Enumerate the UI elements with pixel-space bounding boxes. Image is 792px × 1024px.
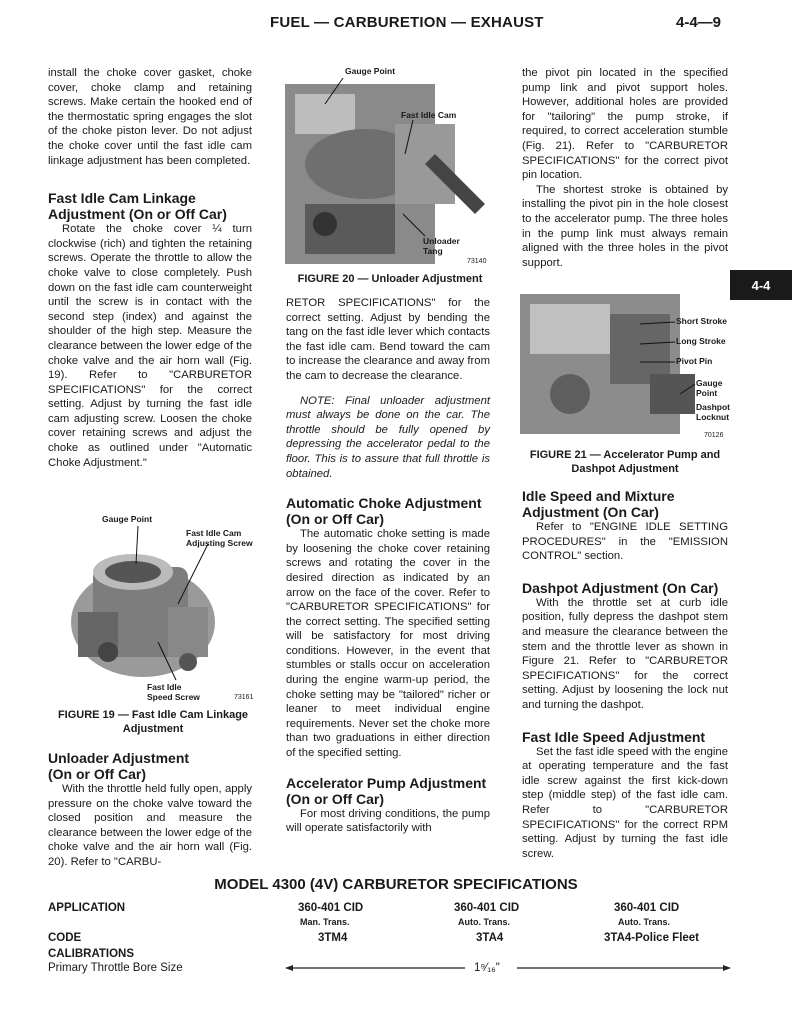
figure-19-image — [48, 512, 258, 702]
spec-col2-trans: Auto. Trans. — [458, 917, 511, 927]
spec-col3-trans: Auto. Trans. — [618, 917, 671, 927]
fig21-label-long-stroke: Long Stroke — [676, 336, 726, 346]
spec-application-label: APPLICATION — [48, 902, 126, 914]
spec-col3-code: 3TA4-Police Fleet — [604, 932, 700, 944]
col3-paragraph-4: With the throttle set at curb idle position, fully depress the dashpot stem and measure the clearance between the stem and the throttle lever as shown in Figure 21. Refer to "CARBURETOR SPECIFICATIONS" for the correct setting. Adjust by loosening the lock nut and turning the dashpot. — [522, 596, 728, 711]
fig20-label-tang: Tang — [423, 246, 443, 256]
col1-paragraph-3: With the throttle held fully open, apply pressure on the choke valve toward the closed position and measure the clearance between the lower edge of the choke valve and the air horn wall (Fig. 20). Refer to "CARBU- — [48, 783, 252, 868]
fig20-label-fast-idle-cam: Fast Idle Cam — [401, 110, 457, 120]
figure-19-caption: FIGURE 19 — Fast Idle Cam Linkage Adjustment — [57, 709, 249, 735]
fig20-label-unloader: Unloader — [423, 236, 460, 246]
heading-dashpot-adjustment: Dashpot Adjustment (On Car) — [522, 579, 719, 596]
fig19-label-adjusting-screw: Adjusting Screw — [186, 538, 253, 548]
carburetor-illustration-20 — [285, 64, 495, 268]
fig21-label-pivot-pin: Pivot Pin — [676, 356, 713, 366]
fig19-label-speed-screw: Speed Screw — [147, 692, 200, 702]
fig21-label-dashpot: Dashpot — [696, 402, 730, 412]
heading-fast-idle-cam-linkage: Fast Idle Cam Linkage Adjustment (On or Off Car) — [48, 190, 227, 223]
heading-idle-speed-mixture: Idle Speed and Mixture Adjustment (On Car) — [522, 488, 675, 520]
spec-col1-trans: Man. Trans. — [300, 917, 350, 927]
col2-paragraph-1: RETOR SPECIFICATIONS" for the correct setting. Adjust by bending the tang on the fast idle lever which contacts the fast idle cam. Bend toward the cam to increase the clearance and away from the cam to decrease the clearance. — [286, 297, 490, 382]
fig20-code: 73140 — [467, 258, 487, 265]
figure-21-caption: FIGURE 21 — Accelerator Pump and Dashpot Adjustment — [529, 449, 721, 475]
col2-paragraph-2: The automatic choke setting is made by loosening the choke cover retaining screws and rotating the cover in the desired direction as indicated by an arrow on the face of the cover. Refer to "CARBURETOR SPECIFICATIONS" for the correct setting. The specified setting will be satisfactory for most driving conditions. However, in the event that stumbles or stalls occur on acceleration during the engine warm-up period, the choke setting may be "tailored" richer or leaner to meet individual engine requirements. Never set the choke more than two graduations in either direction of the specified setting. — [286, 528, 490, 760]
column-3-bottom — [522, 488, 728, 861]
section-tab: 4-4 — [730, 270, 792, 300]
col1-paragraph-1: install the choke cover gasket, choke cover, choke clamp and retaining screws. Make certain the hooked end of the thermostatic spring engages the slot of the choke piston lever. Do not adjust the choke cover until the fast idle cam linkage adjustment has been completed. — [48, 67, 252, 167]
column-3 — [522, 66, 728, 270]
fig19-label-gauge-point: Gauge Point — [102, 514, 153, 524]
column-2 — [286, 296, 490, 836]
col2-paragraph-3: For most driving conditions, the pump will operate satisfactorily with — [286, 807, 490, 835]
column-1-bottom — [48, 750, 252, 870]
spec-col1-cid: 360-401 CID — [298, 902, 364, 914]
figure-20-caption: FIGURE 20 — Unloader Adjustment — [297, 273, 483, 285]
page-header-title: FUEL — CARBURETION — EXHAUST — [270, 14, 544, 31]
spec-primary-bore-label: Primary Throttle Bore Size — [48, 962, 183, 974]
spec-col1-code: 3TM4 — [318, 932, 348, 944]
spec-span-arrow — [285, 960, 731, 976]
spec-calibrations-label: CALIBRATIONS — [48, 948, 135, 960]
fig20-label-gauge-point: Gauge Point — [345, 66, 396, 76]
spec-col3-cid: 360-401 CID — [614, 902, 680, 914]
heading-automatic-choke-adjustment: Automatic Choke Adjustment (On or Off Car) — [286, 495, 482, 528]
fig21-label-locknut: Locknut — [696, 412, 730, 422]
heading-fast-idle-speed-adjustment: Fast Idle Speed Adjustment — [522, 728, 706, 745]
heading-unloader-adjustment: Unloader Adjustment (On or Off Car) — [48, 750, 190, 782]
fig19-label-fast-idle: Fast Idle — [147, 682, 182, 692]
fig21-code: 70126 — [704, 432, 724, 439]
fig21-label-point: Point — [696, 388, 718, 398]
fig21-label-short-stroke: Short Stroke — [676, 316, 728, 326]
spec-primary-bore-value: 1⁹⁄₁₆" — [474, 962, 500, 974]
figure-21-image — [520, 284, 730, 444]
col3-paragraph-2: The shortest stroke is obtained by installing the pivot pin in the hole closest to the accelerator pump. The three holes in the pump link must always remain aligned with the three holes in the pivot support. — [522, 183, 728, 269]
col1-paragraph-2: Rotate the choke cover ¼ turn clockwise (rich) and tighten the retaining screws. Operate the throttle to allow the choke valve to close completely. Push down on the fast idle cam counterweight until the screw is in contact with the second step (index) and against the shoulder of the high step. Measure the clearance between the lower edge of the choke valve and the air horn wall (Fig. 19). Refer to "CARBURETOR SPECIFICATIONS" for the correct setting. Adjust by turning the fast idle cam adjusting screw. Loosen the choke cover retaining screws and adjust the choke as outlined under "Automatic Choke Adjustment." — [48, 223, 252, 469]
fig21-label-gauge: Gauge — [696, 378, 723, 388]
page-number: 4-4—9 — [676, 14, 722, 31]
spec-col2-cid: 360-401 CID — [454, 902, 520, 914]
fig19-label-fast-idle-cam: Fast Idle Cam — [186, 528, 242, 538]
figure-20-image — [285, 64, 495, 268]
heading-accelerator-pump-adjustment: Accelerator Pump Adjustment (On or Off Car) — [286, 774, 487, 807]
col3-paragraph-5: Set the fast idle speed with the engine at operating temperature and the fast idle screw against the first kick-down step (middle step) of the fast idle cam. Refer to "CARBURETOR SPECIFICATIONS" for the correct RPM setting. Adjust by turning the fast idle screw. — [522, 745, 728, 860]
column-1 — [48, 66, 252, 470]
col3-paragraph-1: the pivot pin located in the specified pump link and pivot support holes. However, additional holes are provided for "tailoring" the pump stroke, if required, to correct acceleration stumble (Fig. 21). Refer to "CARBURETOR SPECIFICATIONS" for the correct pivot pin location. — [522, 67, 728, 182]
fig19-code: 73161 — [234, 694, 254, 701]
col3-paragraph-3: Refer to "ENGINE IDLE SETTING PROCEDURES" in the "EMISSION CONTROL" section. — [522, 521, 728, 563]
spec-code-label: CODE — [48, 932, 82, 944]
col2-note: NOTE: Final unloader adjustment must always be done on the car. The throttle should be fully opened by depressing the accelerator pedal to the floor. This is to assure that full throttle is obtained. — [286, 394, 490, 480]
spec-col2-code: 3TA4 — [476, 932, 504, 944]
specifications-title: MODEL 4300 (4V) CARBURETOR SPECIFICATIONS — [214, 876, 578, 893]
